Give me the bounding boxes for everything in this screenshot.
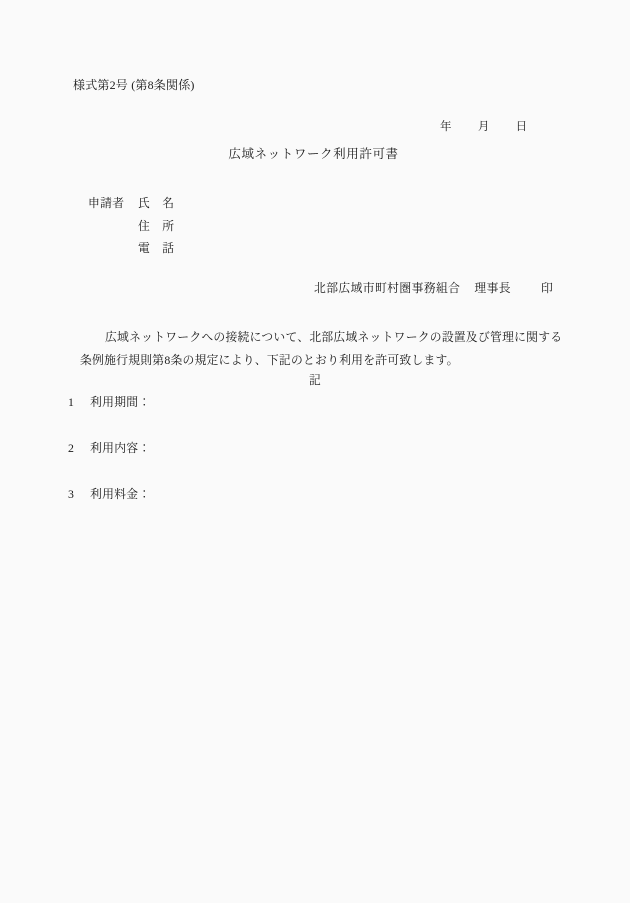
date-line <box>440 122 527 134</box>
issuer-position: 理事長 <box>474 281 511 295</box>
issuer-organization: 北部広域市町村圏事務組合 <box>314 281 461 295</box>
applicant-phone-label: 電 話 <box>138 241 175 255</box>
item-number: 1 <box>68 395 75 409</box>
applicant-name-row <box>88 192 174 215</box>
item-number: 3 <box>68 487 75 501</box>
body-paragraph <box>80 326 563 372</box>
item-label: 利用料金： <box>90 487 151 501</box>
issuer-line <box>314 283 553 295</box>
document-title <box>0 148 630 161</box>
item-row <box>68 485 151 531</box>
item-row <box>68 393 151 439</box>
applicant-address-row <box>88 215 174 238</box>
item-row <box>68 439 151 485</box>
form-number: 様式第2号 (第8条関係) <box>73 78 195 92</box>
item-number: 2 <box>68 441 75 455</box>
seal-label: 印 <box>540 281 554 295</box>
applicant-phone-row <box>88 237 174 260</box>
item-label: 利用内容： <box>90 441 151 455</box>
date-day-label: 日 <box>515 121 528 133</box>
applicant-address-label: 住 所 <box>138 218 175 233</box>
note-marker: 記 <box>308 373 322 387</box>
date-month-label: 月 <box>477 121 490 133</box>
items-list <box>68 393 151 531</box>
body-line-1: 広域ネットワークへの接続について、北部広域ネットワークの設置及び管理に関する <box>105 330 563 344</box>
date-year-label: 年 <box>440 121 452 133</box>
applicant-block <box>88 192 174 260</box>
body-line-2: 条例施行規則第8条の規定により、下記のとおり利用を許可致します。 <box>80 353 459 367</box>
applicant-name-label: 氏 名 <box>138 196 175 210</box>
item-label: 利用期間： <box>90 395 151 409</box>
document-title-text: 広域ネットワーク利用許可書 <box>228 147 399 161</box>
applicant-lead-label: 申請者 <box>88 196 125 210</box>
